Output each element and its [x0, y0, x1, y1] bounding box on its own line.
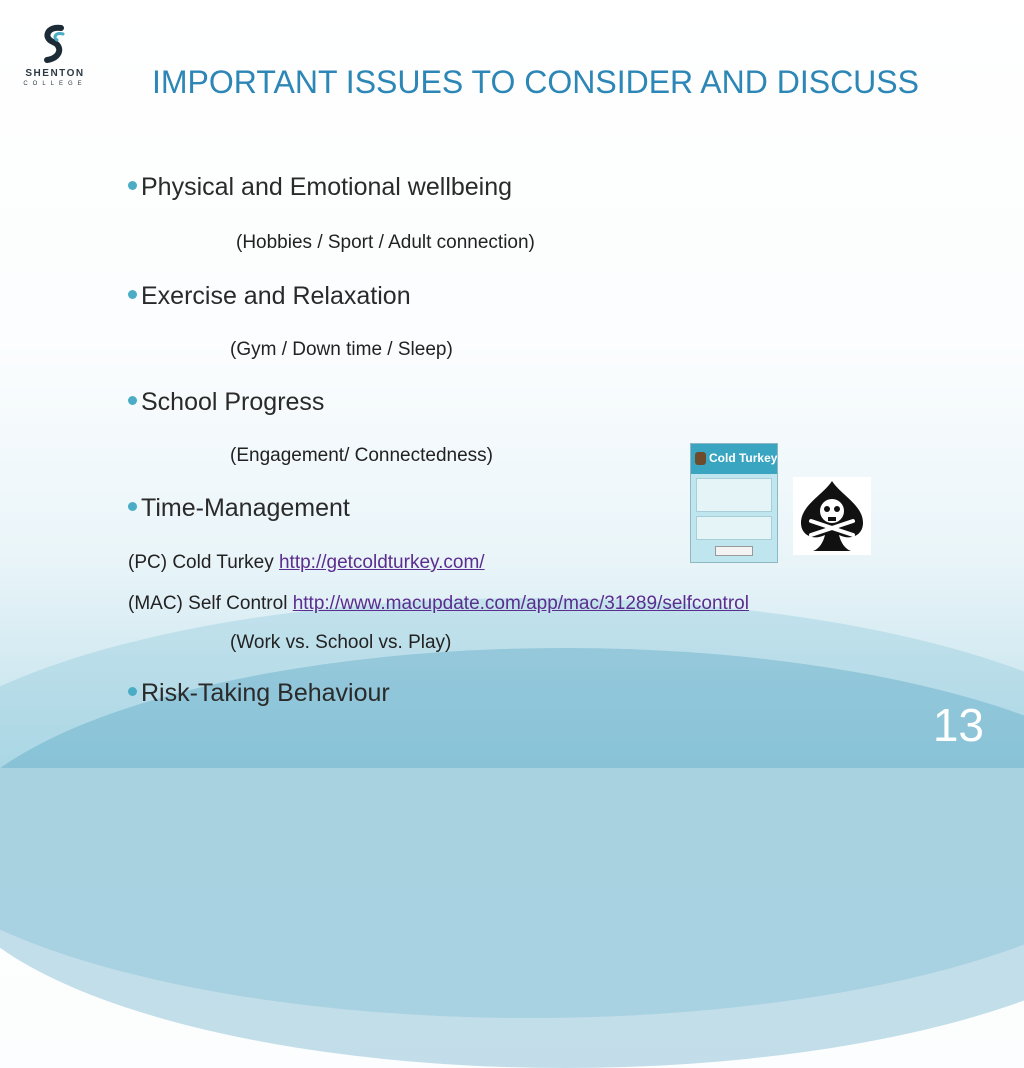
bullet-wellbeing — [128, 173, 512, 202]
shenton-college-logo — [18, 24, 92, 94]
cold-turkey-timer-panel — [696, 516, 772, 540]
pc-line — [128, 552, 485, 574]
pc-label: (PC) Cold Turkey — [128, 552, 279, 573]
bullet-risk-taking — [128, 679, 390, 708]
bullet-text: Time-Management — [141, 494, 350, 522]
logo-swirl-icon — [37, 24, 73, 64]
cold-turkey-list-panel — [696, 478, 772, 512]
detail-time-management: (Work vs. School vs. Play) — [230, 632, 452, 653]
bullet-exercise — [128, 282, 411, 311]
cold-turkey-header — [691, 444, 777, 474]
mac-line — [128, 593, 749, 615]
page-number: 13 — [932, 699, 984, 751]
bullet-dot-icon — [128, 290, 137, 299]
bullet-school-progress — [128, 388, 324, 417]
logo-subname: COLLEGE — [23, 81, 87, 87]
turkey-icon — [695, 452, 706, 465]
background-wave-dark — [0, 648, 1024, 1068]
slide-title: IMPORTANT ISSUES TO CONSIDER AND DISCUSS — [152, 64, 919, 100]
skull-spade-icon — [793, 477, 871, 555]
logo-name: SHENTON — [25, 68, 85, 79]
bullet-dot-icon — [128, 502, 137, 511]
detail-wellbeing: (Hobbies / Sport / Adult connection) — [236, 232, 535, 253]
bullet-dot-icon — [128, 687, 137, 696]
bullet-dot-icon — [128, 396, 137, 405]
bullet-time-management — [128, 494, 350, 523]
bullet-dot-icon — [128, 181, 137, 190]
cold-turkey-title: Cold Turkey — [709, 451, 778, 465]
bullet-text: Physical and Emotional wellbeing — [141, 173, 513, 201]
cold-turkey-button — [715, 546, 753, 556]
detail-school-progress: (Engagement/ Connectedness) — [230, 445, 493, 466]
bullet-text: Exercise and Relaxation — [141, 282, 411, 310]
bullet-text: School Progress — [141, 388, 325, 416]
cold-turkey-screenshot — [690, 443, 778, 563]
self-control-link[interactable]: http://www.macupdate.com/app/mac/31289/selfcontrol — [292, 593, 749, 614]
mac-label: (MAC) Self Control — [128, 593, 293, 614]
bullet-text: Risk-Taking Behaviour — [141, 679, 390, 707]
cold-turkey-link[interactable]: http://getcoldturkey.com/ — [278, 552, 485, 573]
detail-exercise: (Gym / Down time / Sleep) — [230, 339, 453, 360]
